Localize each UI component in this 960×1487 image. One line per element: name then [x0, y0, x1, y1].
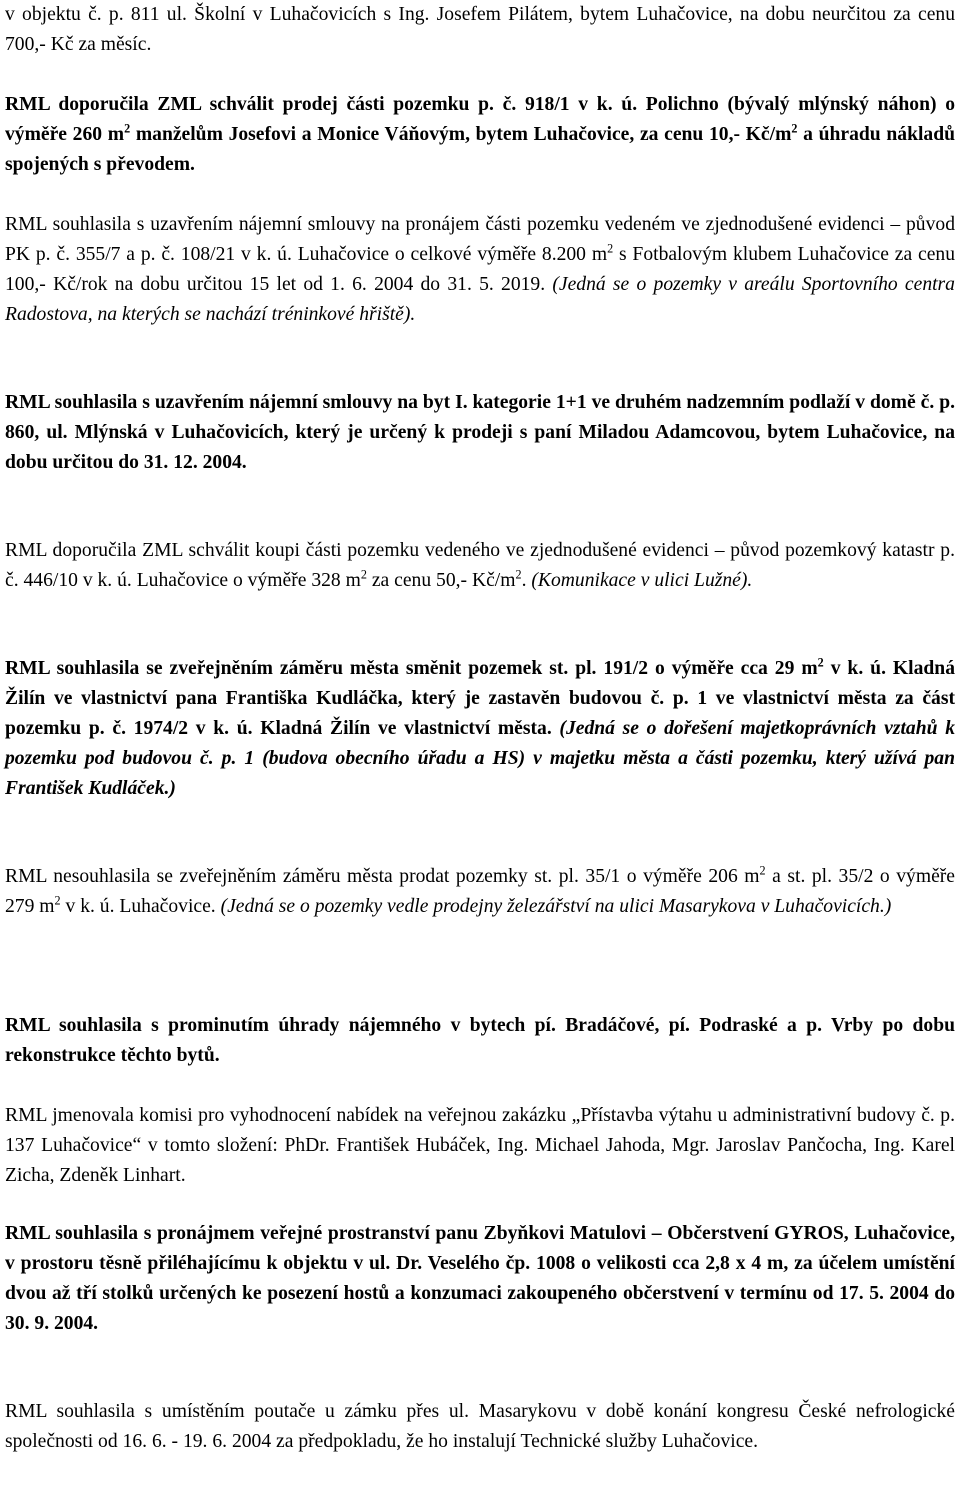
text-run: RML souhlasila s umístěním poutače u zámku přes ul. Masarykovu v době konání kongresu České nefrologické společnosti od 16. 6. - 19. 6. 2004 za předpokladu, že ho instalují Technické služby Luhačovice. — [5, 1401, 955, 1452]
text-run: RML souhlasila s pronájmem veřejné prostranství panu Zbyňkovi Matulovi – Občerstvení GYROS, Luhačovice, v prostoru těsně přiléhajícímu k objektu v ul. Dr. Veselého čp. 1008 o velikosti cca 2,8 x 4 m, za účelem umístění dvou až tří stolků určených ke posezení hostů a konzumaci zakoupeného občerstvení v termínu od 17. 5. 2004 do 30. 9. 2004. — [5, 1223, 955, 1334]
text-run: RML nesouhlasila se zveřejněním záměru města prodat pozemky st. pl. 35/1 o výměře 206 m — [5, 866, 760, 887]
text-run: RML souhlasila se zveřejněním záměru města směnit pozemek st. pl. 191/2 o výměře cca 29 m — [5, 658, 818, 679]
paragraph-lease-football-club — [5, 210, 955, 330]
paragraph-rent-waiver — [5, 1011, 955, 1071]
text-run: a úhradu nákladů spojených s převodem. — [5, 124, 956, 175]
text-run: s Fotbalovým klubem Luhačovice za cenu 100,- Kč/rok na dobu určitou 15 let od 1. 6. 2004 do 31. 5. 2019. — [5, 244, 955, 295]
paragraph-exchange-kladna-zilin — [5, 654, 955, 804]
superscript: 2 — [607, 241, 614, 256]
paragraph-sale-rejected-masarykova — [5, 862, 955, 922]
text-run: v k. ú. Luhačovice. — [60, 896, 221, 917]
text-run: v objektu č. p. 811 ul. Školní v Luhačovicích s Ing. Josefem Pilátem, bytem Luhačovice, na dobu neurčitou za cenu 700,- Kč za měsíc. — [5, 4, 955, 55]
superscript: 2 — [124, 121, 131, 136]
paragraph-lease-skolni — [5, 0, 955, 60]
text-run: RML souhlasila s uzavřením nájemní smlouvy na pronájem části pozemku vedeném ve zjednodušené evidenci – původ PK p. č. 355/7 a p. č. 108/21 v k. ú. Luhačovice o celkové výměře 8.200 m — [5, 214, 955, 265]
text-run: . — [521, 570, 532, 591]
text-run: manželům Josefovi a Monice Váňovým, bytem Luhačovice, za cenu 10,- Kč/m — [130, 124, 792, 145]
text-run: RML doporučila ZML schválit prodej části pozemku p. č. 918/1 v k. ú. Polichno (bývalý mlýnský náhon) o výměře 260 m — [5, 94, 955, 145]
text-run: RML souhlasila s uzavřením nájemní smlouvy na byt I. kategorie 1+1 ve druhém nadzemním podlaží v domě č. p. 860, ul. Mlýnská v Luhačovicích, který je určený k prodeji s paní Miladou Adamcovou, bytem Luhačovice, na dobu určitou do 31. 12. 2004. — [5, 392, 955, 473]
text-run: RML doporučila ZML schválit koupi části pozemku vedeného ve zjednodušené evidenci – původ pozemkový katastr p. č. 446/10 v k. ú. Luhačovice o výměře 328 m — [5, 540, 955, 591]
text-run: (Komunikace v ulici Lužné). — [531, 570, 753, 591]
text-run: (Jedná se o dořešení majetkoprávních vztahů k pozemku pod budovou č. p. 1 (budova obecního úřadu a HS) v majetku města a části pozemku, který užívá pan František Kudláček.) — [5, 718, 955, 799]
superscript: 2 — [759, 863, 766, 878]
superscript: 2 — [360, 567, 367, 582]
text-run: (Jedná se o pozemky v areálu Sportovního centra Radostova, na kterých se nachází tréninkové hřiště). — [5, 274, 955, 325]
paragraph-sale-polichno — [5, 90, 955, 180]
paragraph-lease-flat-mlynska — [5, 388, 955, 478]
superscript: 2 — [817, 655, 824, 670]
superscript: 2 — [515, 567, 522, 582]
text-run: za cenu 50,- Kč/m — [366, 570, 516, 591]
paragraph-purchase-luzne — [5, 536, 955, 596]
text-run: v k. ú. Kladná Žilín ve vlastnictví pana Františka Kudláčka, který je zastavěn budovou č. p. 1 ve vlastnictví města za část pozemku p. č. 1974/2 v k. ú. Kladná Žilín ve vlastnictví města. — [5, 658, 955, 739]
text-run: (Jedná se o pozemky vedle prodejny železářství na ulici Masarykova v Luhačovicích.) — [220, 896, 892, 917]
text-run: a st. pl. 35/2 o výměře 279 m — [5, 866, 955, 917]
text-run: RML souhlasila s prominutím úhrady nájemného v bytech pí. Bradáčové, pí. Podraské a p. Vrby po dobu rekonstrukce těchto bytů. — [5, 1015, 955, 1066]
paragraph-tender-commission — [5, 1101, 955, 1191]
paragraph-banner-congress — [5, 1397, 955, 1457]
superscript: 2 — [791, 121, 798, 136]
text-run: RML jmenovala komisi pro vyhodnocení nabídek na veřejnou zakázku „Přístavba výtahu u administrativní budovy č. p. 137 Luhačovice“ v tomto složení: PhDr. František Hubáček, Ing. Michael Jahoda, Mgr. Jaroslav Pančocha, Ing. Karel Zicha, Zdeněk Linhart. — [5, 1105, 955, 1186]
superscript: 2 — [54, 893, 61, 908]
paragraph-lease-gyros — [5, 1219, 955, 1339]
